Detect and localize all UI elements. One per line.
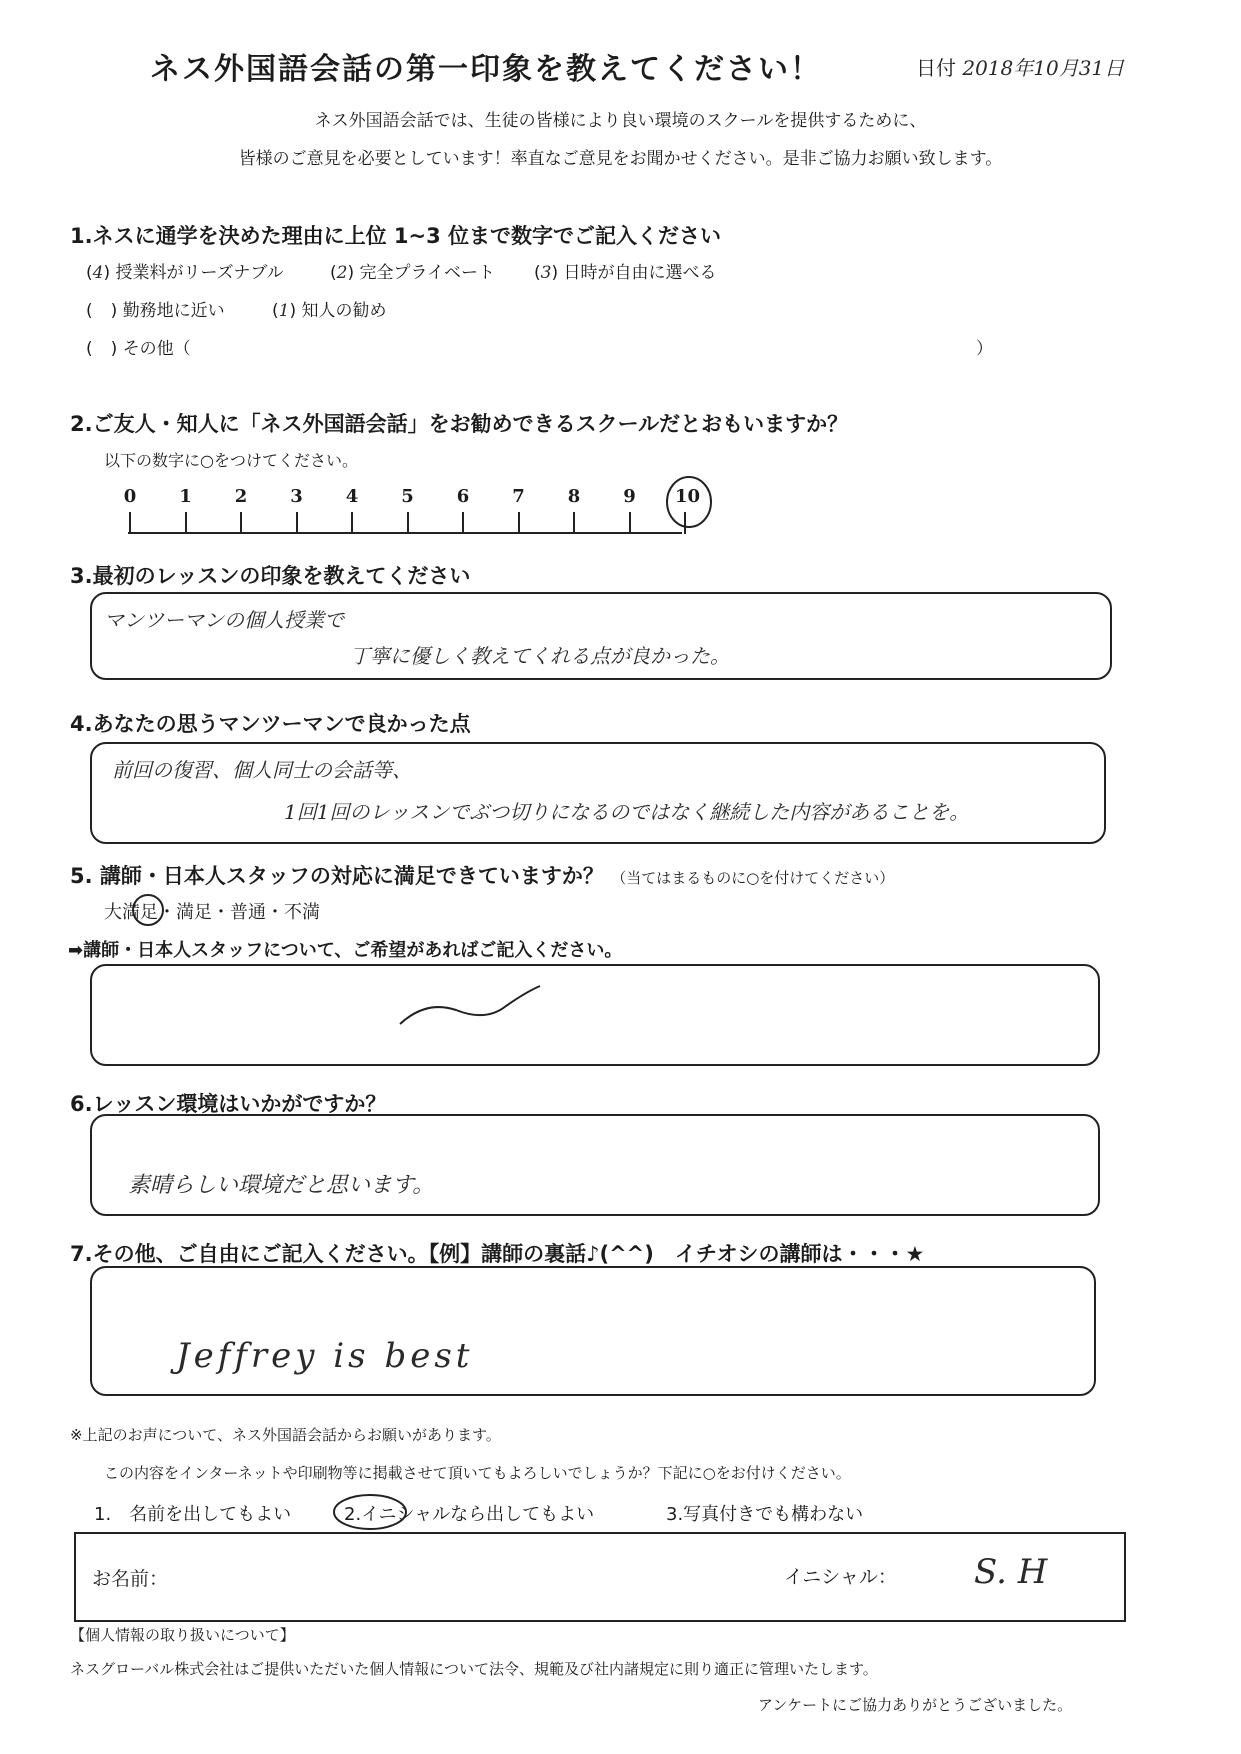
scale-number-10[interactable]: 10 — [675, 486, 701, 507]
q5-answer-scribble — [396, 982, 546, 1032]
intro-line-2: 皆様のご意見を必要としています！率直なご意見をお聞かせください。是非ご協力お願い致します。 — [238, 149, 1003, 169]
scale-number-9[interactable]: 9 — [623, 486, 636, 507]
scale-tick-2 — [240, 512, 242, 534]
q6-answer: 素晴らしい環境だと思います。 — [128, 1173, 435, 1198]
q4-answer-line-2: 1回1回のレッスンでぶつ切りになるのではなく継続した内容があることを。 — [284, 800, 970, 824]
q1-option-2-mark: 2 — [336, 263, 348, 283]
consent-option-2[interactable]: 2.イニシャルなら出してもよい — [344, 1504, 595, 1525]
q1-option-1-label: 授業料がリーズナブル — [115, 263, 284, 283]
consent-question: この内容をインターネットや印刷物等に掲載させて頂いてもよろしいでしょうか？下記に○をお付けください。 — [104, 1464, 851, 1482]
consent-option-3[interactable]: 3.写真付きでも構わない — [666, 1504, 864, 1525]
q1-option-4[interactable]: ( ) 勤務地に近い — [86, 301, 225, 321]
q1-option-2-label: 完全プライベート — [359, 263, 496, 283]
scale-number-5[interactable]: 5 — [401, 486, 414, 507]
question-5-title — [70, 860, 894, 890]
scale-tick-7 — [518, 512, 520, 534]
scale-number-4[interactable]: 4 — [345, 486, 359, 507]
consent-selected-circle — [330, 1492, 410, 1532]
q7-answer-box[interactable] — [90, 1266, 1096, 1396]
q1-option-1-mark: 4 — [92, 263, 104, 283]
name-label: お名前： — [92, 1568, 169, 1590]
q5-answer-box[interactable] — [90, 964, 1100, 1066]
question-4-title: 4.あなたの思うマンツーマンで良かった点 — [70, 712, 471, 736]
q1-option-6[interactable]: ( ) その他（ — [86, 339, 191, 359]
question-3-title: 3.最初のレッスンの印象を教えてください — [70, 564, 471, 588]
q1-option-1[interactable]: (4) 授業料がリーズナブル — [86, 263, 284, 283]
scale-baseline — [128, 532, 682, 534]
scale-tick-8 — [573, 512, 575, 534]
q5-note: （当てはまるものに○を付けてください） — [611, 869, 895, 887]
scale-tick-5 — [407, 512, 409, 534]
privacy-text: ネスグローバル株式会社はご提供いただいた個人情報について法令、規範及び社内諸規定に則り適正に管理いたします。 — [70, 1660, 878, 1678]
scale-tick-4 — [351, 512, 353, 534]
name-box — [74, 1532, 1126, 1622]
scale-tick-9 — [629, 512, 631, 534]
q5-options[interactable]: 大満足・満足・普通・不満 — [104, 902, 320, 923]
q5-followup: ➡講師・日本人スタッフについて、ご希望があればご記入ください。 — [68, 940, 623, 961]
privacy-heading: 【個人情報の取り扱いについて】 — [70, 1626, 295, 1644]
q1-option-2[interactable]: (2) 完全プライベート — [330, 263, 496, 283]
q1-option-5-mark: 1 — [278, 301, 290, 321]
initial-value[interactable]: S. H — [974, 1552, 1048, 1592]
q2-instruction: 以下の数字に○をつけてください。 — [104, 451, 358, 470]
q5-title-text: 5. 講師・日本人スタッフの対応に満足できていますか？ — [70, 864, 604, 888]
q6-answer-box[interactable] — [90, 1114, 1100, 1216]
scale-tick-3 — [296, 512, 298, 534]
scale-number-8[interactable]: 8 — [567, 486, 581, 507]
scale-tick-6 — [462, 512, 464, 534]
consent-note: ※上記のお声について、ネス外国語会話からお願いがあります。 — [70, 1426, 501, 1444]
q1-option-6-label: その他（ — [122, 339, 191, 359]
q1-option-4-label: 勤務地に近い — [122, 301, 225, 321]
question-1-title: 1.ネスに通学を決めた理由に上位 1~3 位まで数字でご記入ください — [70, 224, 722, 248]
scale-number-7[interactable]: 7 — [512, 486, 525, 507]
q3-answer-line-2: 丁寧に優しく教えてくれる点が良かった。 — [350, 644, 730, 668]
scale-selected-circle — [664, 474, 714, 530]
q1-other-close: ） — [976, 339, 993, 359]
scale-number-3[interactable]: 3 — [290, 486, 303, 507]
scale-number-1[interactable]: 1 — [179, 486, 192, 507]
scale-number-2[interactable]: 2 — [234, 486, 248, 507]
q1-option-5-label: 知人の勧め — [301, 301, 387, 321]
page-title: ネス外国語会話の第一印象を教えてください！ — [150, 52, 822, 87]
q1-option-3-mark: 3 — [540, 263, 552, 283]
scale-number-6[interactable]: 6 — [456, 486, 470, 507]
footer-thanks: アンケートにご協力ありがとうございました。 — [758, 1696, 1073, 1714]
question-7-title: 7.その他、ご自由にご記入ください。【例】講師の裏話♪(^^) イチオシの講師は・・・★ — [70, 1242, 925, 1266]
scale-tick-0 — [129, 512, 131, 534]
q4-answer-line-1: 前回の復習、個人同士の会話等、 — [112, 758, 412, 782]
scale-number-0[interactable]: 0 — [123, 486, 137, 507]
question-6-title: 6.レッスン環境はいかがですか？ — [70, 1092, 387, 1116]
q1-option-3-label: 日時が自由に選べる — [563, 263, 717, 283]
q1-option-3[interactable]: (3) 日時が自由に選べる — [534, 263, 717, 283]
consent-option-1[interactable]: 1. 名前を出してもよい — [94, 1504, 292, 1525]
scale-tick-1 — [185, 512, 187, 534]
q1-option-5[interactable]: (1) 知人の勧め — [272, 301, 387, 321]
q5-selected-circle — [128, 892, 168, 928]
q7-answer: Jeffrey is best — [176, 1336, 474, 1376]
q3-answer-line-1: マンツーマンの個人授業で — [104, 608, 344, 632]
date-label: 日付 — [916, 56, 956, 80]
date-field — [916, 52, 1124, 81]
date-value[interactable]: 2018年10月31日 — [962, 56, 1125, 80]
intro-line-1: ネス外国語会話では、生徒の皆様により良い環境のスクールを提供するために、 — [314, 111, 927, 131]
initial-label: イニシャル： — [784, 1566, 897, 1588]
question-2-title: 2.ご友人・知人に「ネス外国語会話」をお勧めできるスクールだとおもいますか？ — [70, 412, 849, 436]
